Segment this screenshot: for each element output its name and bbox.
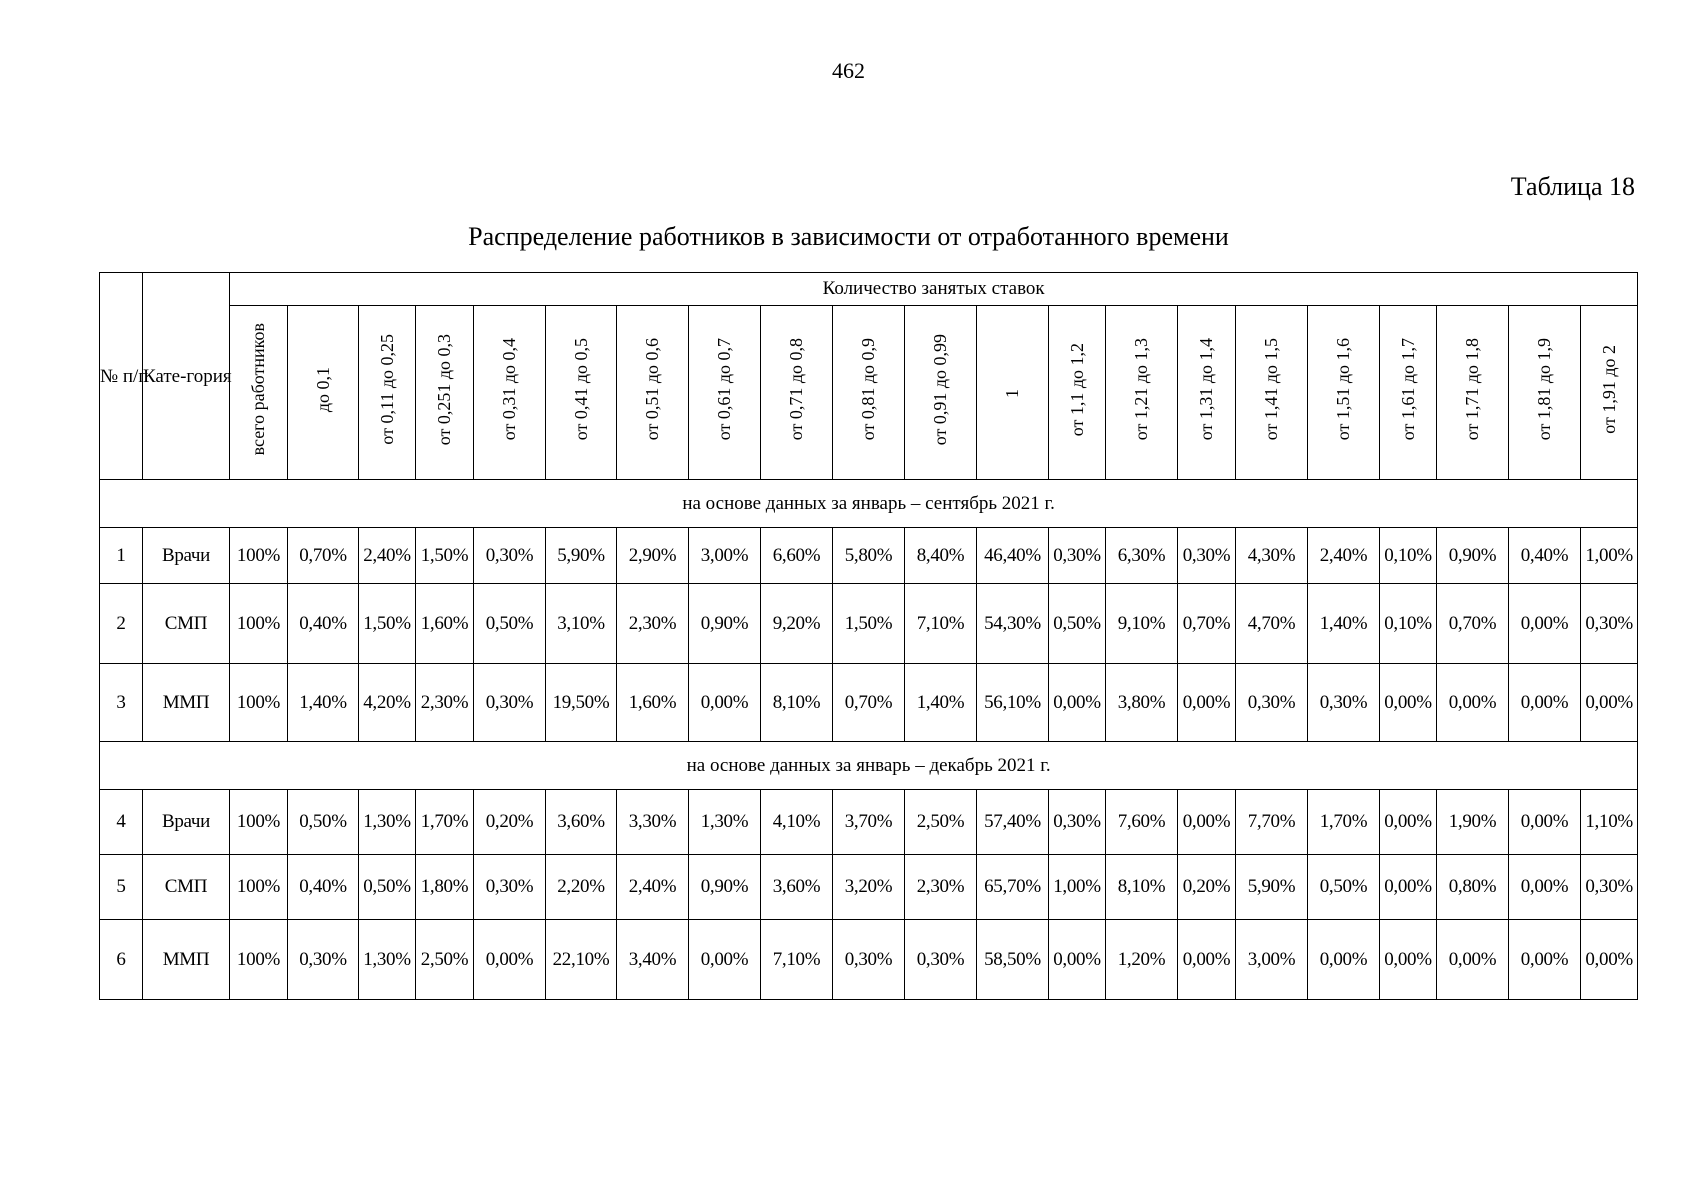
table-row bbox=[100, 790, 1638, 855]
value-cell: 54,30% bbox=[977, 584, 1049, 664]
column-header bbox=[1380, 306, 1437, 480]
value-cell: 0,00% bbox=[1178, 920, 1236, 1000]
column-header bbox=[905, 306, 977, 480]
value-cell: 56,10% bbox=[977, 664, 1049, 742]
value-cell: 2,30% bbox=[416, 664, 474, 742]
value-cell: 1,70% bbox=[1308, 790, 1380, 855]
section-row bbox=[100, 480, 1638, 528]
value-cell: 3,70% bbox=[833, 790, 905, 855]
column-header-label: до 0,1 bbox=[312, 366, 333, 413]
value-cell: 1,80% bbox=[416, 855, 474, 920]
column-header bbox=[1049, 306, 1106, 480]
table-header bbox=[100, 273, 1638, 480]
value-cell: 1,40% bbox=[905, 664, 977, 742]
page-number: 462 bbox=[832, 58, 865, 83]
value-cell: 58,50% bbox=[977, 920, 1049, 1000]
value-cell: 0,00% bbox=[1581, 920, 1638, 1000]
value-cell: 0,50% bbox=[359, 855, 416, 920]
value-cell: 0,70% bbox=[288, 528, 359, 584]
column-header-label: от 0,11 до 0,25 bbox=[376, 334, 397, 445]
value-cell: 0,00% bbox=[1437, 664, 1509, 742]
column-header-label: от 1,1 до 1,2 bbox=[1066, 342, 1087, 437]
column-header bbox=[1106, 306, 1178, 480]
header-group-rates: Количество занятых ставок bbox=[230, 273, 1638, 306]
value-cell: 1,30% bbox=[359, 920, 416, 1000]
value-cell: 0,30% bbox=[1236, 664, 1308, 742]
column-header-label: от 0,71 до 0,8 bbox=[786, 338, 806, 441]
value-cell: 1,40% bbox=[288, 664, 359, 742]
row-category: ММП bbox=[143, 920, 230, 1000]
value-cell: 3,30% bbox=[617, 790, 689, 855]
value-cell: 3,40% bbox=[617, 920, 689, 1000]
value-cell: 8,10% bbox=[761, 664, 833, 742]
value-cell: 0,00% bbox=[1178, 664, 1236, 742]
value-cell: 0,30% bbox=[474, 664, 546, 742]
value-cell: 4,10% bbox=[761, 790, 833, 855]
value-cell: 0,00% bbox=[1380, 920, 1437, 1000]
column-header bbox=[1178, 306, 1236, 480]
value-cell: 100% bbox=[230, 664, 288, 742]
value-cell: 100% bbox=[230, 920, 288, 1000]
row-number: 3 bbox=[100, 664, 143, 742]
value-cell: 1,60% bbox=[617, 664, 689, 742]
value-cell: 0,00% bbox=[1509, 584, 1581, 664]
value-cell: 65,70% bbox=[977, 855, 1049, 920]
column-header-row bbox=[100, 306, 1638, 480]
column-header-label: от 1,31 до 1,4 bbox=[1196, 338, 1216, 441]
value-cell: 1,10% bbox=[1581, 790, 1638, 855]
value-cell: 0,70% bbox=[1437, 584, 1509, 664]
value-cell: 1,50% bbox=[416, 528, 474, 584]
row-number: 2 bbox=[100, 584, 143, 664]
row-number: 4 bbox=[100, 790, 143, 855]
value-cell: 3,10% bbox=[546, 584, 617, 664]
value-cell: 1,00% bbox=[1049, 855, 1106, 920]
value-cell: 0,30% bbox=[474, 528, 546, 584]
value-cell: 0,70% bbox=[1178, 584, 1236, 664]
value-cell: 7,10% bbox=[905, 584, 977, 664]
value-cell: 2,30% bbox=[617, 584, 689, 664]
table-row bbox=[100, 528, 1638, 584]
value-cell: 0,00% bbox=[1581, 664, 1638, 742]
value-cell: 1,30% bbox=[689, 790, 761, 855]
value-cell: 0,40% bbox=[288, 855, 359, 920]
column-header-label: от 0,91 до 0,99 bbox=[930, 333, 950, 446]
column-header bbox=[1581, 306, 1638, 480]
row-category: СМП bbox=[143, 584, 230, 664]
value-cell: 0,30% bbox=[1049, 790, 1106, 855]
value-cell: 0,30% bbox=[1581, 855, 1638, 920]
value-cell: 0,20% bbox=[1178, 855, 1236, 920]
value-cell: 0,30% bbox=[1308, 664, 1380, 742]
value-cell: 0,00% bbox=[1380, 790, 1437, 855]
value-cell: 2,50% bbox=[416, 920, 474, 1000]
column-header bbox=[1308, 306, 1380, 480]
column-header bbox=[689, 306, 761, 480]
value-cell: 1,90% bbox=[1437, 790, 1509, 855]
column-header-label: от 1,51 до 1,6 bbox=[1333, 338, 1353, 441]
value-cell: 4,20% bbox=[359, 664, 416, 742]
value-cell: 0,90% bbox=[689, 855, 761, 920]
column-header bbox=[833, 306, 905, 480]
table-row bbox=[100, 664, 1638, 742]
value-cell: 0,00% bbox=[689, 920, 761, 1000]
value-cell: 1,70% bbox=[416, 790, 474, 855]
header-category: Кате-гория bbox=[143, 273, 230, 480]
value-cell: 0,00% bbox=[1178, 790, 1236, 855]
table-body bbox=[100, 480, 1638, 1000]
value-cell: 5,90% bbox=[546, 528, 617, 584]
column-header bbox=[230, 306, 288, 480]
value-cell: 100% bbox=[230, 855, 288, 920]
value-cell: 1,60% bbox=[416, 584, 474, 664]
value-cell: 0,30% bbox=[1178, 528, 1236, 584]
column-header-label: от 1,71 до 1,8 bbox=[1462, 338, 1482, 441]
distribution-table bbox=[99, 272, 1638, 1000]
value-cell: 2,40% bbox=[359, 528, 416, 584]
value-cell: 0,70% bbox=[833, 664, 905, 742]
column-header bbox=[1236, 306, 1308, 480]
value-cell: 3,60% bbox=[761, 855, 833, 920]
column-header-label: 1 bbox=[1002, 388, 1022, 398]
column-header-label: от 1,81 до 1,9 bbox=[1534, 338, 1554, 441]
section-row bbox=[100, 742, 1638, 790]
value-cell: 0,00% bbox=[1308, 920, 1380, 1000]
value-cell: 5,80% bbox=[833, 528, 905, 584]
value-cell: 0,00% bbox=[689, 664, 761, 742]
value-cell: 0,00% bbox=[1509, 920, 1581, 1000]
value-cell: 6,30% bbox=[1106, 528, 1178, 584]
value-cell: 0,00% bbox=[1509, 855, 1581, 920]
column-header-label: от 0,81 до 0,9 bbox=[858, 338, 878, 441]
section-label: на основе данных за январь – сентябрь 2021 г. bbox=[100, 480, 1638, 528]
column-header-label: от 1,91 до 2 bbox=[1598, 345, 1619, 434]
value-cell: 6,60% bbox=[761, 528, 833, 584]
table-label: Таблица 18 bbox=[1510, 172, 1635, 201]
value-cell: 2,20% bbox=[546, 855, 617, 920]
value-cell: 1,50% bbox=[359, 584, 416, 664]
row-category: Врачи bbox=[143, 790, 230, 855]
table-title: Распределение работников в зависимости от отработанного времени bbox=[468, 222, 1229, 251]
value-cell: 22,10% bbox=[546, 920, 617, 1000]
column-header bbox=[359, 306, 416, 480]
value-cell: 0,40% bbox=[1509, 528, 1581, 584]
value-cell: 19,50% bbox=[546, 664, 617, 742]
column-header-label: от 0,31 до 0,4 bbox=[499, 338, 519, 441]
column-header-label: от 0,61 до 0,7 bbox=[714, 338, 734, 441]
value-cell: 8,10% bbox=[1106, 855, 1178, 920]
row-category: ММП bbox=[143, 664, 230, 742]
value-cell: 0,80% bbox=[1437, 855, 1509, 920]
value-cell: 7,10% bbox=[761, 920, 833, 1000]
value-cell: 9,20% bbox=[761, 584, 833, 664]
value-cell: 0,00% bbox=[1437, 920, 1509, 1000]
value-cell: 7,70% bbox=[1236, 790, 1308, 855]
value-cell: 9,10% bbox=[1106, 584, 1178, 664]
column-header-label: от 1,41 до 1,5 bbox=[1261, 338, 1281, 441]
table-row bbox=[100, 855, 1638, 920]
header-number: № п/п bbox=[100, 273, 143, 480]
value-cell: 1,40% bbox=[1308, 584, 1380, 664]
column-header-label: от 0,51 до 0,6 bbox=[642, 338, 662, 441]
value-cell: 0,30% bbox=[833, 920, 905, 1000]
column-header bbox=[977, 306, 1049, 480]
section-label: на основе данных за январь – декабрь 2021 г. bbox=[100, 742, 1638, 790]
value-cell: 4,30% bbox=[1236, 528, 1308, 584]
value-cell: 0,50% bbox=[288, 790, 359, 855]
value-cell: 2,40% bbox=[617, 855, 689, 920]
row-number: 6 bbox=[100, 920, 143, 1000]
table-row bbox=[100, 920, 1638, 1000]
column-header-label: от 0,41 до 0,5 bbox=[570, 338, 591, 441]
value-cell: 2,40% bbox=[1308, 528, 1380, 584]
column-header bbox=[761, 306, 833, 480]
value-cell: 0,00% bbox=[1509, 664, 1581, 742]
row-category: СМП bbox=[143, 855, 230, 920]
value-cell: 4,70% bbox=[1236, 584, 1308, 664]
value-cell: 3,20% bbox=[833, 855, 905, 920]
value-cell: 0,50% bbox=[1049, 584, 1106, 664]
column-header bbox=[288, 306, 359, 480]
value-cell: 1,30% bbox=[359, 790, 416, 855]
value-cell: 0,30% bbox=[905, 920, 977, 1000]
value-cell: 100% bbox=[230, 790, 288, 855]
value-cell: 0,40% bbox=[288, 584, 359, 664]
value-cell: 0,50% bbox=[1308, 855, 1380, 920]
column-header-label: всего работников bbox=[248, 323, 268, 456]
value-cell: 0,90% bbox=[689, 584, 761, 664]
value-cell: 0,00% bbox=[1509, 790, 1581, 855]
value-cell: 0,30% bbox=[1581, 584, 1638, 664]
value-cell: 0,00% bbox=[1380, 664, 1437, 742]
value-cell: 0,00% bbox=[1049, 920, 1106, 1000]
value-cell: 46,40% bbox=[977, 528, 1049, 584]
value-cell: 3,80% bbox=[1106, 664, 1178, 742]
value-cell: 3,00% bbox=[689, 528, 761, 584]
value-cell: 0,00% bbox=[1380, 855, 1437, 920]
value-cell: 1,50% bbox=[833, 584, 905, 664]
value-cell: 0,00% bbox=[474, 920, 546, 1000]
column-header bbox=[474, 306, 546, 480]
value-cell: 2,50% bbox=[905, 790, 977, 855]
value-cell: 1,20% bbox=[1106, 920, 1178, 1000]
value-cell: 2,30% bbox=[905, 855, 977, 920]
value-cell: 0,30% bbox=[288, 920, 359, 1000]
value-cell: 3,60% bbox=[546, 790, 617, 855]
column-header bbox=[546, 306, 617, 480]
value-cell: 100% bbox=[230, 528, 288, 584]
row-number: 5 bbox=[100, 855, 143, 920]
column-header-label: от 1,21 до 1,3 bbox=[1131, 338, 1151, 441]
value-cell: 1,00% bbox=[1581, 528, 1638, 584]
column-header-label: от 1,61 до 1,7 bbox=[1397, 338, 1418, 441]
value-cell: 3,00% bbox=[1236, 920, 1308, 1000]
row-category: Врачи bbox=[143, 528, 230, 584]
column-header bbox=[617, 306, 689, 480]
column-header bbox=[1509, 306, 1581, 480]
value-cell: 2,90% bbox=[617, 528, 689, 584]
value-cell: 5,90% bbox=[1236, 855, 1308, 920]
value-cell: 0,20% bbox=[474, 790, 546, 855]
value-cell: 7,60% bbox=[1106, 790, 1178, 855]
column-header bbox=[416, 306, 474, 480]
value-cell: 0,00% bbox=[1049, 664, 1106, 742]
value-cell: 8,40% bbox=[905, 528, 977, 584]
value-cell: 0,90% bbox=[1437, 528, 1509, 584]
value-cell: 0,50% bbox=[474, 584, 546, 664]
row-number: 1 bbox=[100, 528, 143, 584]
value-cell: 0,10% bbox=[1380, 584, 1437, 664]
column-header-label: от 0,251 до 0,3 bbox=[434, 333, 454, 446]
value-cell: 100% bbox=[230, 584, 288, 664]
value-cell: 0,10% bbox=[1380, 528, 1437, 584]
value-cell: 0,30% bbox=[1049, 528, 1106, 584]
column-header bbox=[1437, 306, 1509, 480]
value-cell: 0,30% bbox=[474, 855, 546, 920]
value-cell: 57,40% bbox=[977, 790, 1049, 855]
table-row bbox=[100, 584, 1638, 664]
